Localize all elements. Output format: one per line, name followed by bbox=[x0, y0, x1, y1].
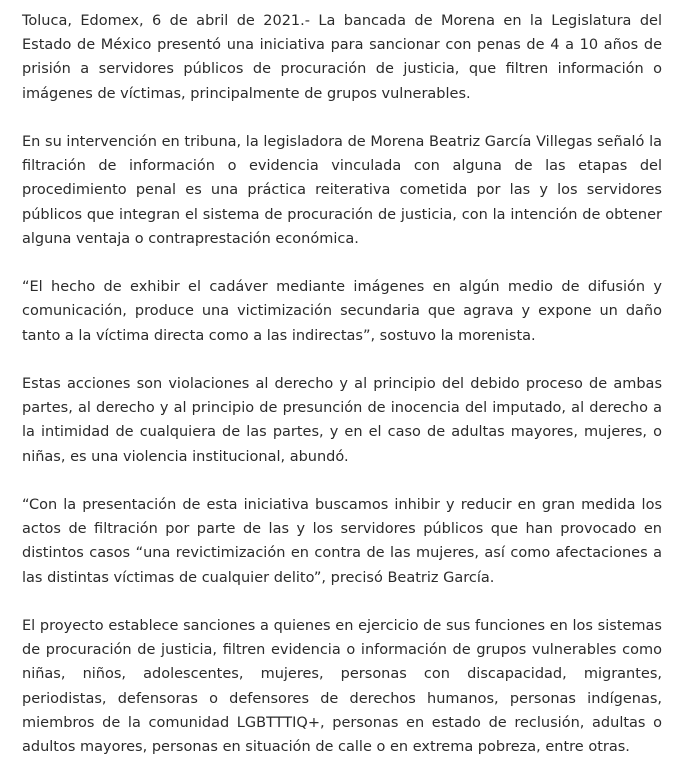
paragraph-5: “Con la presentación de esta iniciativa buscamos inhibir y reducir en gran medida los actos de filtración por parte de las y los servidores públicos que han provocado en distintos casos “una revictimización en contra de las mujeres, así como afectaciones a las distintas víctimas de cualquier delito”, precisó Beatriz García. bbox=[22, 497, 662, 586]
paragraph-4: Estas acciones son violaciones al derecho y al principio del debido proceso de ambas partes, al derecho y al principio de presunción de inocencia del imputado, al derecho a la intimidad de cualquiera de las partes, y en el caso de adultas mayores, mujeres, o niñas, es una violencia institucional, abundó. bbox=[22, 376, 662, 465]
paragraph-2: En su intervención en tribuna, la legisladora de Morena Beatriz García Villegas señaló la filtración de información o evidencia vinculada con alguna de las etapas del procedimiento penal es una práctica reiterativa cometida por las y los servidores públicos que integran el sistema de procuración de justicia, con la intención de obtener alguna ventaja o contraprestación económica. bbox=[22, 134, 662, 247]
paragraph-1: Toluca, Edomex, 6 de abril de 2021.- La bancada de Morena en la Legislatura del Estado de México presentó una iniciativa para sancionar con penas de 4 a 10 años de prisión a servidores públicos de procuración de justicia, que filtren información o imágenes de víctimas, principalmente de grupos vulnerables. bbox=[22, 13, 662, 102]
article-body bbox=[22, 9, 662, 759]
paragraph-3: “El hecho de exhibir el cadáver mediante imágenes en algún medio de difusión y comunicación, produce una victimización secundaria que agrava y expone un daño tanto a la víctima directa como a las indirectas”, sostuvo la morenista. bbox=[22, 279, 662, 344]
paragraph-6: El proyecto establece sanciones a quienes en ejercicio de sus funciones en los sistemas de procuración de justicia, filtren evidencia o información de grupos vulnerables como niñas, niños, adolescentes, mujeres, personas con discapacidad, migrantes, periodistas, defensoras o defensores de derechos humanos, personas indígenas, miembros de la comunidad LGBTTTIQ+, personas en estado de reclusión, adultas o adultos mayores, personas en situación de calle o en extrema pobreza, entre otras. bbox=[22, 618, 662, 756]
